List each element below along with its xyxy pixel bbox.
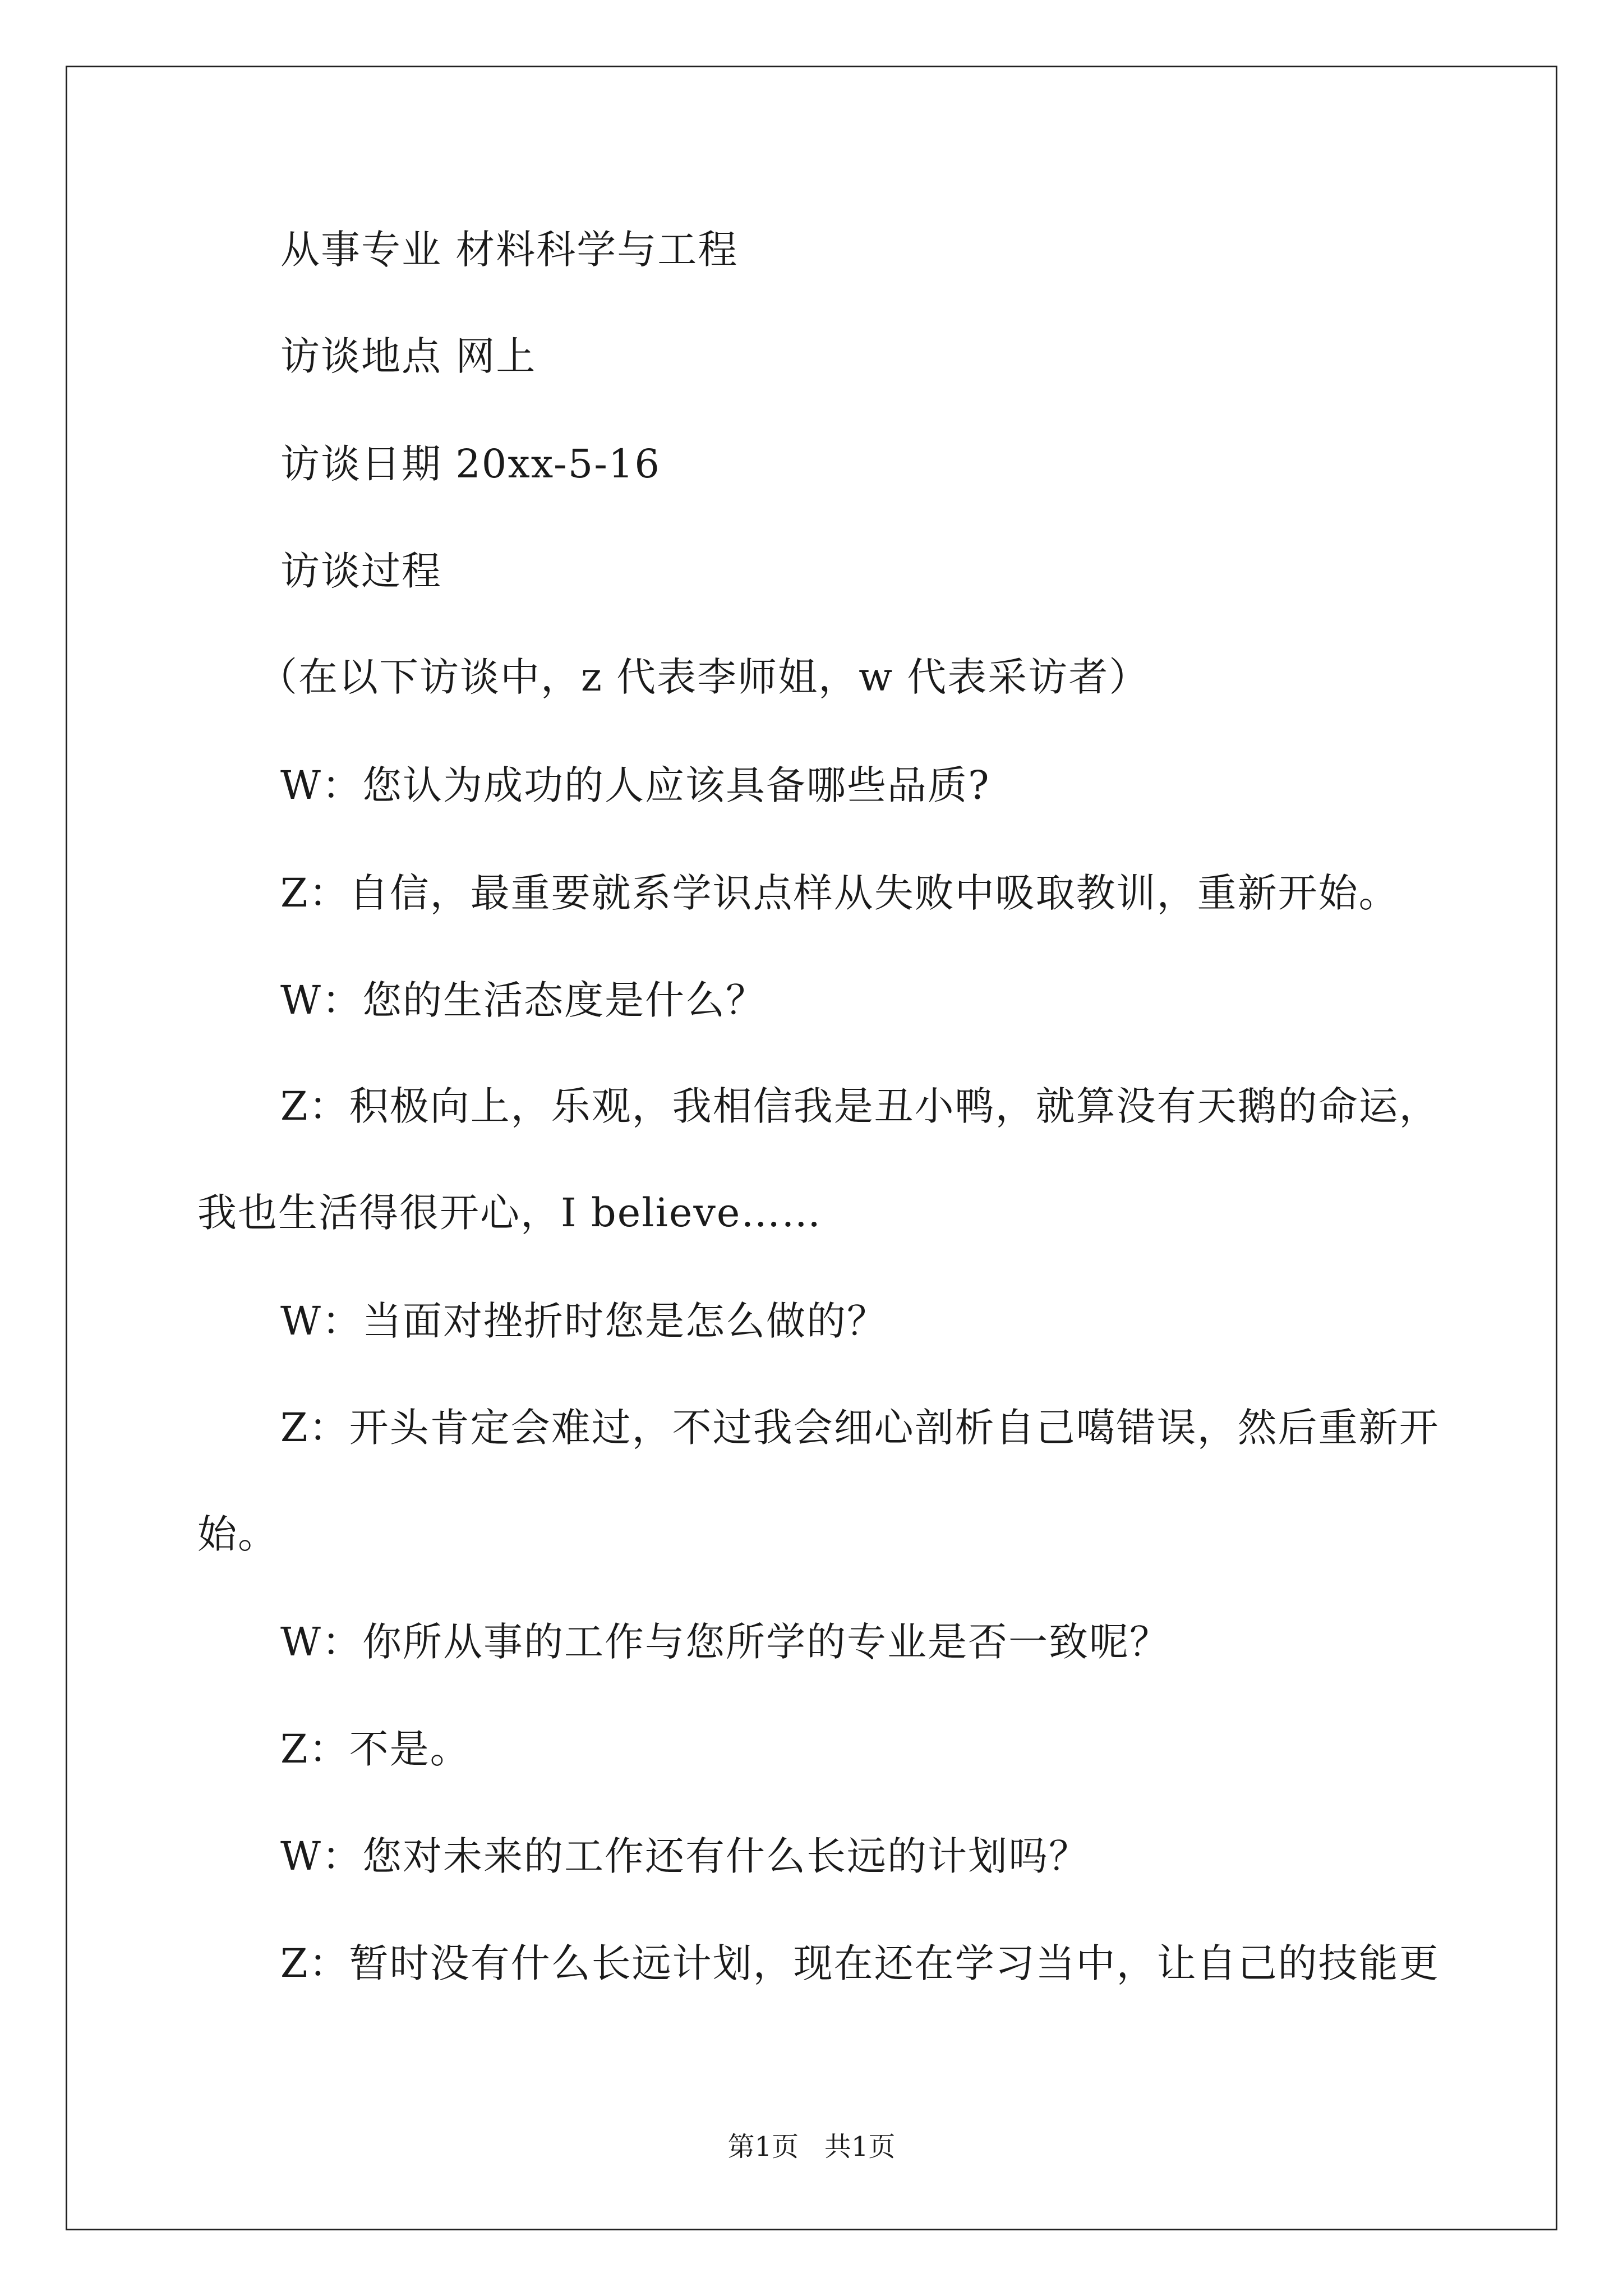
- answer-paragraph: Z：开头肯定会难过，不过我会细心剖析自己噶错误，然后重新开: [280, 1405, 1440, 1451]
- answer-paragraph-continuation: 始。: [197, 1511, 278, 1557]
- question-paragraph: W：您认为成功的人应该具备哪些品质?: [280, 762, 990, 808]
- answer-paragraph: Z：暂时没有什么长远计划，现在还在学习当中，让自己的技能更: [280, 1940, 1440, 1986]
- question-paragraph: W：您对未来的工作还有什么长远的计划吗？: [280, 1833, 1089, 1879]
- interview-note-line: （在以下访谈中，z 代表李师姐，w 代表采访者）: [258, 654, 1150, 700]
- major-field-line: 从事专业 材料科学与工程: [280, 227, 739, 273]
- question-paragraph: W：当面对挫折时您是怎么做的？: [280, 1298, 887, 1344]
- answer-paragraph: Z：积极向上，乐观，我相信我是丑小鸭，就算没有天鹅的命运，: [280, 1083, 1440, 1129]
- answer-paragraph: Z：不是。: [280, 1726, 471, 1772]
- answer-paragraph-continuation: 我也生活得很开心，I believe……: [197, 1190, 822, 1236]
- interview-date-line: 访谈日期 20xx-5-16: [280, 441, 661, 487]
- answer-paragraph: Z：自信，最重要就系学识点样从失败中吸取教训，重新开始。: [280, 870, 1399, 916]
- question-paragraph: W：您的生活态度是什么？: [280, 977, 766, 1023]
- question-paragraph: W：你所从事的工作与您所学的专业是否一致呢？: [280, 1619, 1170, 1665]
- interview-location-line: 访谈地点 网上: [280, 333, 537, 379]
- page-number-footer: 第1页 共1页: [727, 2131, 896, 2162]
- interview-process-heading: 访谈过程: [280, 548, 442, 594]
